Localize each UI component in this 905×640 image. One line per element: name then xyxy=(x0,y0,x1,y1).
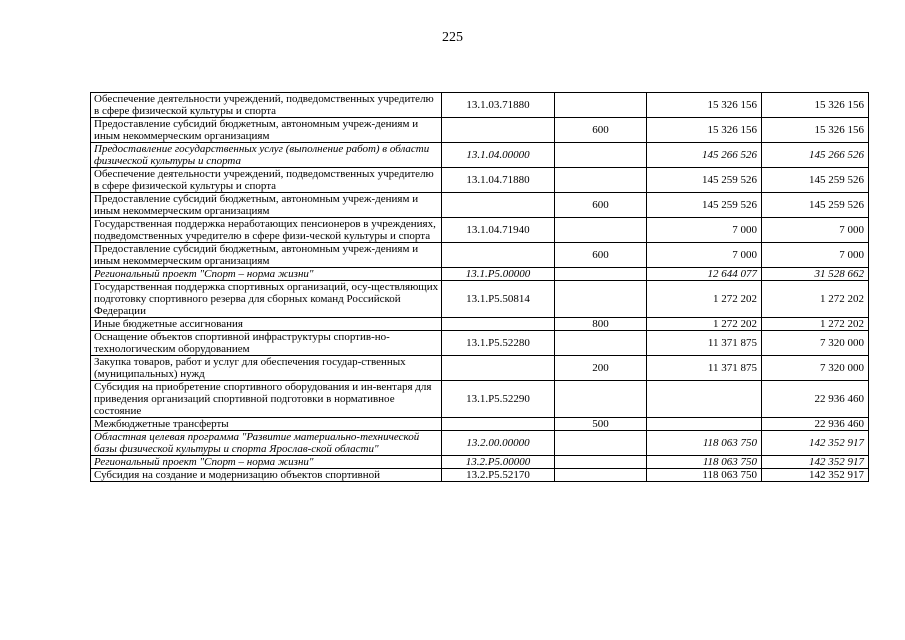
row-code-cell xyxy=(442,243,555,268)
row-code-cell: 13.1.04.00000 xyxy=(442,143,555,168)
row-value-2019-cell: 118 063 750 xyxy=(647,431,762,456)
row-name-cell: Субсидия на создание и модернизацию объектов спортивной xyxy=(91,469,442,482)
table-row xyxy=(91,331,869,356)
table-row xyxy=(91,318,869,331)
row-value-2019-cell: 118 063 750 xyxy=(647,469,762,482)
row-value-2020-cell: 142 352 917 xyxy=(762,469,869,482)
row-type-cell xyxy=(555,93,647,118)
row-code-cell: 13.1.03.71880 xyxy=(442,93,555,118)
table-row xyxy=(91,193,869,218)
row-type-cell: 200 xyxy=(555,356,647,381)
row-type-cell xyxy=(555,218,647,243)
row-value-2020-cell: 142 352 917 xyxy=(762,431,869,456)
row-code-cell xyxy=(442,193,555,218)
row-value-2020-cell: 7 320 000 xyxy=(762,331,869,356)
row-value-2020-cell: 142 352 917 xyxy=(762,456,869,469)
row-type-cell xyxy=(555,456,647,469)
row-value-2020-cell: 145 259 526 xyxy=(762,168,869,193)
row-type-cell xyxy=(555,431,647,456)
row-name-cell: Предоставление государственных услуг (выполнение работ) в области физической культуры и спорта xyxy=(91,143,442,168)
row-value-2019-cell: 145 259 526 xyxy=(647,168,762,193)
row-value-2019-cell: 7 000 xyxy=(647,243,762,268)
row-value-2020-cell: 15 326 156 xyxy=(762,93,869,118)
row-type-cell xyxy=(555,143,647,168)
row-code-cell: 13.1.P5.00000 xyxy=(442,268,555,281)
row-type-cell: 500 xyxy=(555,418,647,431)
row-value-2020-cell: 22 936 460 xyxy=(762,381,869,418)
row-value-2020-cell: 22 936 460 xyxy=(762,418,869,431)
row-value-2019-cell xyxy=(647,381,762,418)
table-row xyxy=(91,431,869,456)
row-type-cell xyxy=(555,281,647,318)
row-value-2020-cell: 145 259 526 xyxy=(762,193,869,218)
row-type-cell: 600 xyxy=(555,118,647,143)
row-value-2019-cell xyxy=(647,418,762,431)
row-code-cell: 13.2.00.00000 xyxy=(442,431,555,456)
row-code-cell: 13.1.04.71940 xyxy=(442,218,555,243)
row-value-2019-cell: 145 259 526 xyxy=(647,193,762,218)
row-code-cell: 13.1.P5.52280 xyxy=(442,331,555,356)
row-value-2020-cell: 31 528 662 xyxy=(762,268,869,281)
row-type-cell: 600 xyxy=(555,243,647,268)
row-value-2020-cell: 7 320 000 xyxy=(762,356,869,381)
row-type-cell xyxy=(555,168,647,193)
row-code-cell: 13.2.P5.52170 xyxy=(442,469,555,482)
row-code-cell: 13.1.P5.52290 xyxy=(442,381,555,418)
row-value-2020-cell: 7 000 xyxy=(762,218,869,243)
table-row xyxy=(91,456,869,469)
row-type-cell xyxy=(555,469,647,482)
row-name-cell: Обеспечение деятельности учреждений, подведомственных учредителю в сфере физической культуры и спорта xyxy=(91,93,442,118)
row-name-cell: Межбюджетные трансферты xyxy=(91,418,442,431)
row-value-2020-cell: 7 000 xyxy=(762,243,869,268)
row-value-2019-cell: 145 266 526 xyxy=(647,143,762,168)
table-row xyxy=(91,469,869,482)
row-name-cell: Областная целевая программа "Развитие материально-технической базы физической культуры и спорта Ярослав-ской области" xyxy=(91,431,442,456)
row-name-cell: Государственная поддержка спортивных организаций, осу-ществляющих подготовку спортивного резерва для сборных команд Российской Федерации xyxy=(91,281,442,318)
table-row xyxy=(91,381,869,418)
row-value-2019-cell: 12 644 077 xyxy=(647,268,762,281)
row-value-2020-cell: 1 272 202 xyxy=(762,281,869,318)
row-name-cell: Оснащение объектов спортивной инфраструктуры спортив-но-технологическим оборудованием xyxy=(91,331,442,356)
row-type-cell xyxy=(555,381,647,418)
row-name-cell: Закупка товаров, работ и услуг для обеспечения государ-ственных (муниципальных) нужд xyxy=(91,356,442,381)
row-code-cell: 13.2.P5.00000 xyxy=(442,456,555,469)
row-code-cell: 13.1.P5.50814 xyxy=(442,281,555,318)
row-name-cell: Предоставление субсидий бюджетным, автономным учреж-дениям и иным некоммерческим организациям xyxy=(91,193,442,218)
row-code-cell: 13.1.04.71880 xyxy=(442,168,555,193)
row-value-2019-cell: 11 371 875 xyxy=(647,356,762,381)
row-value-2019-cell: 15 326 156 xyxy=(647,118,762,143)
table-row xyxy=(91,243,869,268)
row-type-cell: 800 xyxy=(555,318,647,331)
row-value-2019-cell: 7 000 xyxy=(647,218,762,243)
row-type-cell xyxy=(555,331,647,356)
table-row xyxy=(91,356,869,381)
row-value-2020-cell: 15 326 156 xyxy=(762,118,869,143)
row-value-2019-cell: 1 272 202 xyxy=(647,318,762,331)
page-number: 225 xyxy=(442,30,463,45)
row-value-2019-cell: 11 371 875 xyxy=(647,331,762,356)
table-row xyxy=(91,218,869,243)
row-name-cell: Иные бюджетные ассигнования xyxy=(91,318,442,331)
table-row xyxy=(91,168,869,193)
table-row xyxy=(91,281,869,318)
row-name-cell: Государственная поддержка неработающих пенсионеров в учреждениях, подведомственных учредителю в сфере физи-ческой культуры и спорта xyxy=(91,218,442,243)
row-name-cell: Предоставление субсидий бюджетным, автономным учреж-дениям и иным некоммерческим организациям xyxy=(91,118,442,143)
row-value-2019-cell: 1 272 202 xyxy=(647,281,762,318)
row-code-cell xyxy=(442,118,555,143)
table-row xyxy=(91,118,869,143)
row-name-cell: Предоставление субсидий бюджетным, автономным учреж-дениям и иным некоммерческим организациям xyxy=(91,243,442,268)
row-value-2020-cell: 145 266 526 xyxy=(762,143,869,168)
row-value-2019-cell: 15 326 156 xyxy=(647,93,762,118)
row-type-cell: 600 xyxy=(555,193,647,218)
table-row xyxy=(91,268,869,281)
row-value-2020-cell: 1 272 202 xyxy=(762,318,869,331)
row-code-cell xyxy=(442,318,555,331)
row-name-cell: Обеспечение деятельности учреждений, подведомственных учредителю в сфере физической культуры и спорта xyxy=(91,168,442,193)
table-row xyxy=(91,418,869,431)
row-name-cell: Региональный проект "Спорт – норма жизни" xyxy=(91,268,442,281)
row-value-2019-cell: 118 063 750 xyxy=(647,456,762,469)
row-code-cell xyxy=(442,356,555,381)
budget-table xyxy=(90,92,869,482)
table-body xyxy=(91,93,869,482)
table-row xyxy=(91,143,869,168)
row-name-cell: Субсидия на приобретение спортивного оборудования и ин-вентаря для приведения организаций спортивной подготовки в нормативное состояние xyxy=(91,381,442,418)
table-row xyxy=(91,93,869,118)
row-name-cell: Региональный проект "Спорт – норма жизни" xyxy=(91,456,442,469)
row-code-cell xyxy=(442,418,555,431)
row-type-cell xyxy=(555,268,647,281)
